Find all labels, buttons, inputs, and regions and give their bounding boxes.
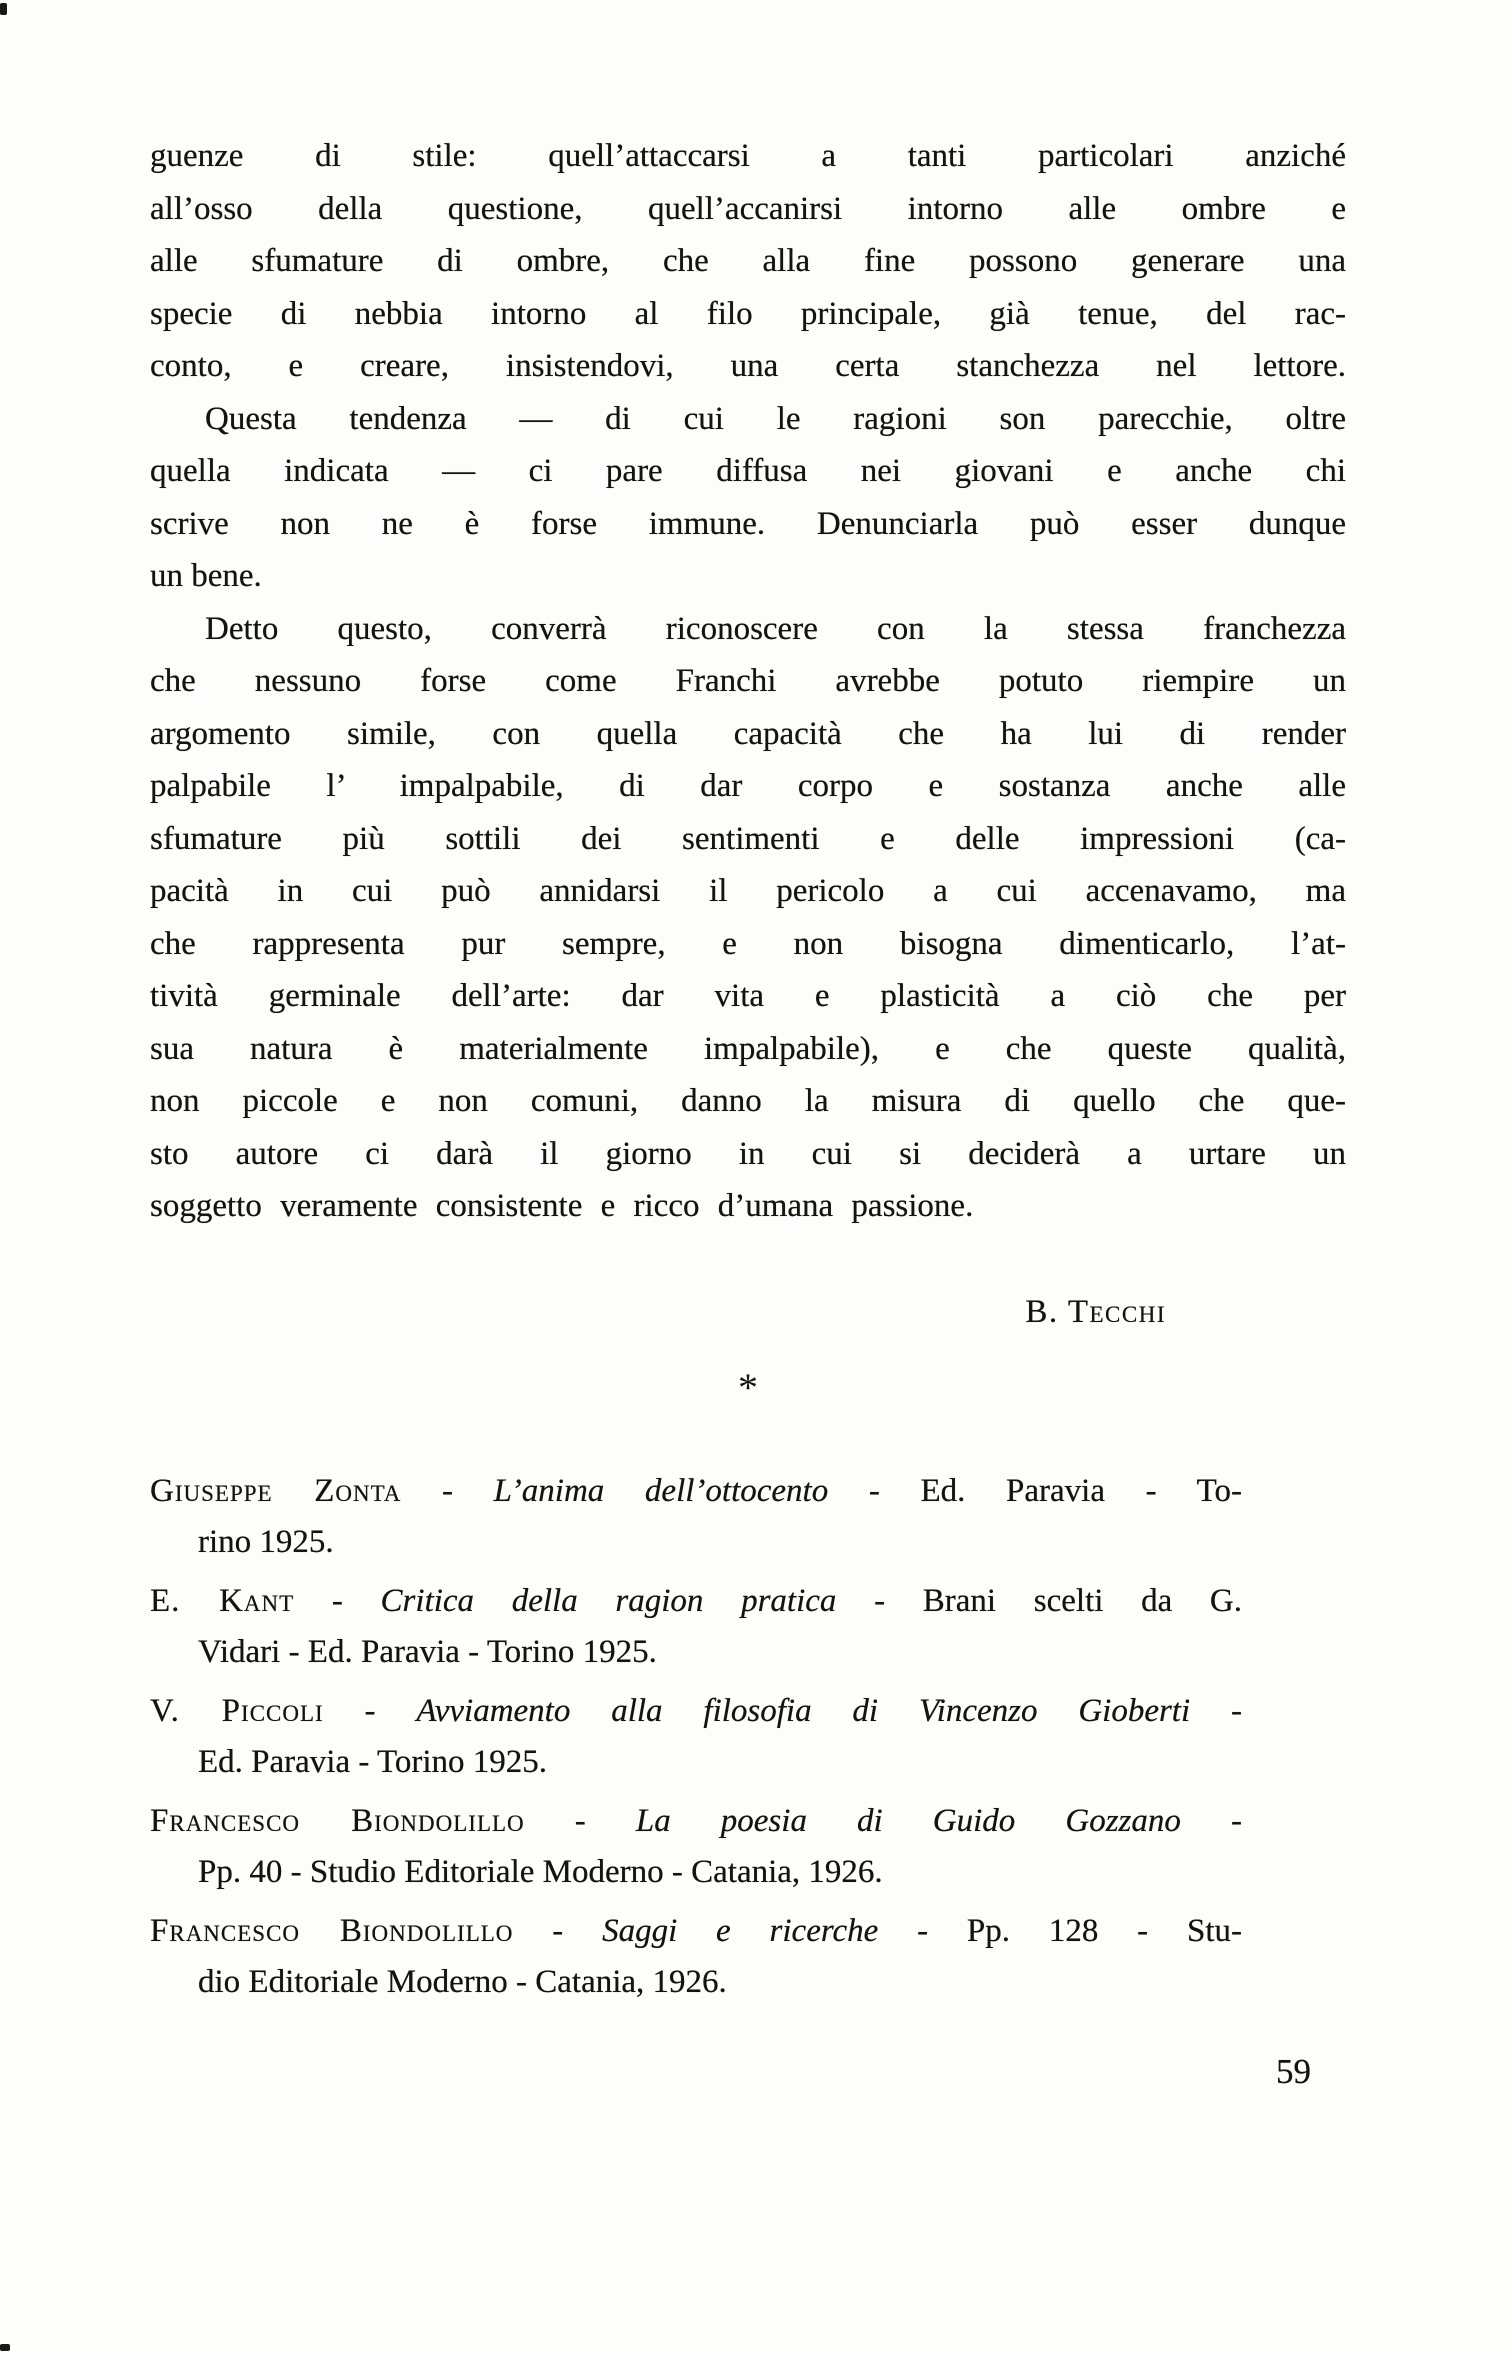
body-paragraph-2 [150, 393, 1346, 603]
bibliography-tail: - [1190, 1693, 1242, 1729]
text-line: specie di nebbia intorno al filo principale, già tenue, del rac- [150, 295, 1346, 332]
bibliography-entry-line: Pp. 40 - Studio Editoriale Moderno - Catania, 1926. [198, 1854, 883, 1890]
text-line: che nessuno forse come Franchi avrebbe potuto riempire un [150, 663, 1346, 699]
bibliography-entry [150, 1906, 1242, 2008]
scan-speck [0, 3, 7, 15]
text-line: tività germinale dell’arte: dar vita e plasticità a ciò che per [150, 978, 1346, 1014]
text-line: soggetto veramente consistente e ricco d’umana passione. [150, 1188, 974, 1224]
text-line: scrive non ne è forse immune. Denunciarla può esser dunque [150, 505, 1346, 542]
text-line: non piccole e non comuni, danno la misura di quello che que- [150, 1083, 1346, 1119]
text-line: guenze di stile: quell’attaccarsi a tanti particolari anziché [150, 138, 1346, 174]
text-line: conto, e creare, insistendovi, una certa stanchezza nel lettore. [150, 348, 1346, 384]
bibliography-tail: - Ed. Paravia - To- [828, 1473, 1242, 1509]
bibliography-entry-line [150, 1576, 1242, 1627]
bibliography-dash: - [323, 1693, 417, 1729]
bibliography-author: Giuseppe Zonta [150, 1473, 402, 1509]
bibliography-entry-line [150, 1466, 1242, 1517]
text-line: un bene. [150, 558, 262, 594]
text-line: quella indicata — ci pare diffusa nei giovani e anche chi [150, 453, 1346, 489]
bibliography-title: L’anima dell’ottocento [493, 1473, 829, 1509]
text-line: alle sfumature di ombre, che alla fine possono generare una [150, 243, 1346, 279]
bibliography-entry-line [150, 1796, 1242, 1847]
main-text-block [150, 130, 1346, 1233]
bibliography-tail: - [1180, 1803, 1242, 1839]
bibliography-author: Francesco Biondolillo [150, 1803, 525, 1839]
bibliography-tail: - Pp. 128 - Stu- [878, 1913, 1242, 1949]
asterisk-separator: * [738, 1365, 758, 1410]
bibliography-entry [150, 1686, 1242, 1788]
text-line: palpabile l’ impalpabile, di dar corpo e sostanza anche alle [150, 768, 1346, 804]
bibliography-tail: - Brani scelti da G. [836, 1583, 1242, 1619]
bibliography-title: Critica della ragion pratica [380, 1583, 837, 1619]
scan-speck [0, 2344, 10, 2351]
bibliography-entry-line: Ed. Paravia - Torino 1925. [198, 1744, 548, 1780]
text-line: sfumature più sottili dei sentimenti e delle impressioni (ca- [150, 820, 1346, 857]
text-line: argomento simile, con quella capacità che ha lui di render [150, 715, 1346, 752]
bibliography-dash: - [401, 1473, 494, 1509]
text-line: sua natura è materialmente impalpabile), e che queste qualità, [150, 1030, 1346, 1067]
bibliography-title: Avviamento alla filosofia di Vincenzo Gioberti [416, 1693, 1191, 1729]
author-signature: B. Tecchi [1025, 1294, 1166, 1330]
bibliography-author: E. Kant [150, 1583, 295, 1619]
bibliography-author: V. Piccoli [150, 1693, 324, 1729]
bibliography-entry-line: rino 1925. [198, 1524, 334, 1560]
text-line: Questa tendenza — di cui le ragioni son parecchie, oltre [205, 400, 1346, 437]
text-line: sto autore ci darà il giorno in cui si deciderà a urtare un [150, 1135, 1346, 1172]
bibliography-entry [150, 1796, 1242, 1898]
bibliography-author: Francesco Biondolillo [150, 1913, 514, 1949]
page-number: 59 [1276, 2052, 1311, 2091]
bibliography-entry [150, 1576, 1242, 1678]
body-paragraph-1 [150, 130, 1346, 393]
bibliography-dash: - [513, 1913, 603, 1949]
bibliography-entry-line [150, 1906, 1242, 1957]
bibliography-entry-line: dio Editoriale Moderno - Catania, 1926. [198, 1964, 727, 2000]
text-line: pacità in cui può annidarsi il pericolo a cui accenavamo, ma [150, 873, 1346, 909]
bibliography-dash: - [294, 1583, 381, 1619]
bibliography-list [150, 1466, 1242, 2016]
text-line: Detto questo, converrà riconoscere con la stessa franchezza [205, 610, 1346, 647]
bibliography-entry [150, 1466, 1242, 1568]
bibliography-entry-line [150, 1686, 1242, 1737]
bibliography-title: La poesia di Guido Gozzano [635, 1803, 1181, 1839]
bibliography-entry-line: Vidari - Ed. Paravia - Torino 1925. [198, 1634, 657, 1670]
bibliography-dash: - [524, 1803, 636, 1839]
body-paragraph-3 [150, 603, 1346, 1233]
bibliography-title: Saggi e ricerche [602, 1913, 879, 1949]
text-line: che rappresenta pur sempre, e non bisogna dimenticarlo, l’at- [150, 925, 1346, 962]
text-line: all’osso della questione, quell’accanirsi intorno alle ombre e [150, 190, 1346, 227]
